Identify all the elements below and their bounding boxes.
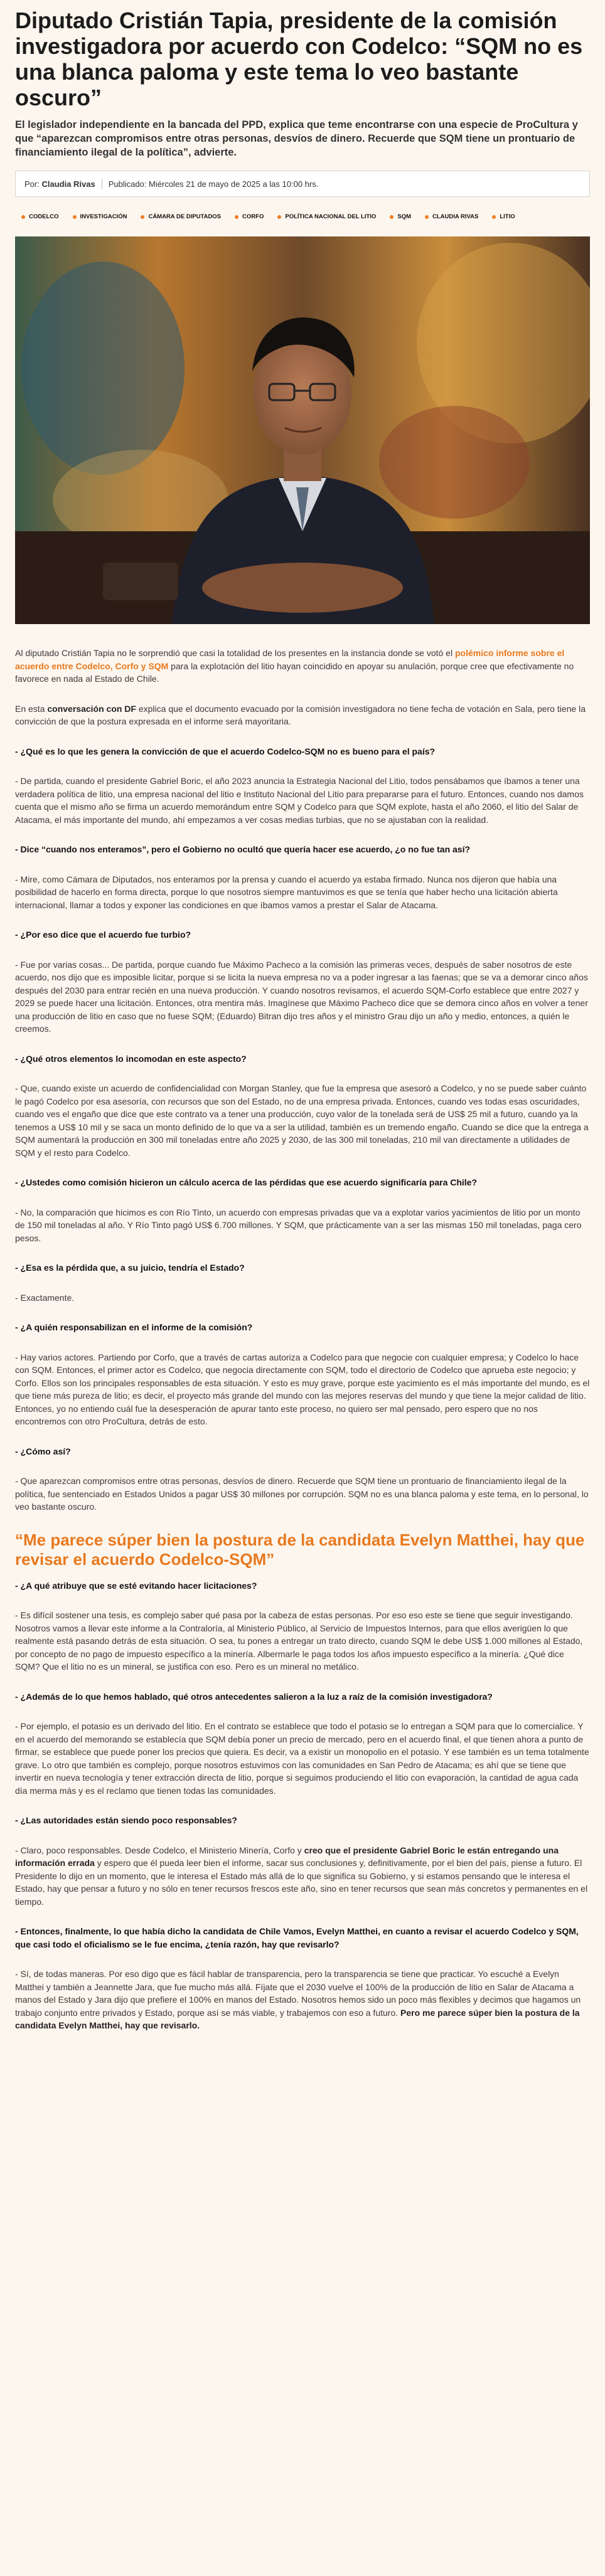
intro-text: Al diputado Cristián Tapia no le sorprendió que casi la totalidad de los presentes en la instancia donde se votó el	[15, 648, 455, 658]
publish-date: Publicado: Miércoles 21 de mayo de 2025 a las 10:00 hrs.	[108, 179, 319, 189]
question: - ¿A quién responsabilizan en el informe de la comisión?	[15, 1322, 253, 1332]
answer-text: - Claro, poco responsables. Desde Codelco, el Ministerio Minería, Corfo y	[15, 1845, 304, 1855]
answer: - Mire, como Cámara de Diputados, nos enteramos por la prensa y cuando el acuerdo ya estaba firmado. Nunca nos dijeron que había una posibilidad de hacerlo en forma directa, porque lo que nosotros siempre mantuvimos es que se tenía que haber hecho una licitación abierta internacional, llamar a todos y exponer las condiciones en que íbamos vamos a prestar el Salar de Atacama.	[15, 874, 558, 910]
question: - ¿Además de lo que hemos hablado, qué otros antecedentes salieron a la luz a raíz de la comisión investigadora?	[15, 1691, 493, 1702]
tag-label: INVESTIGACIÓN	[80, 213, 127, 220]
tag-litio[interactable]	[492, 213, 515, 220]
report-link[interactable]: polémico informe sobre el acuerdo entre Codelco, Corfo y SQM	[15, 648, 565, 671]
tag-camara-de-diputados[interactable]	[141, 213, 221, 220]
answer: - Es difícil sostener una tesis, es complejo saber qué pasa por la cabeza de estas personas. Por eso eso este se tiene que seguir investigando. Nosotros vamos a llevar este informe a la Contraloría, al Ministerio Público, al Servicio de Impuestos Internos, para que ellos averigüen lo que realmente está pasando detrás de esta situación. O sea, tu pones a entregar un trato directo, cuando SQM le debe US$ 1.000 millones al Estado, por concepto de no pago de impuesto específico a la minería. Albermarle le paga todos los años impuesto específico a la minería. ¿Qué dice SQM? Que el litio no es un mineral, se justifica con eso. Pero es un mineral no metálico.	[15, 1610, 583, 1672]
intro-text: explica que el documento evacuado por la comisión investigadora no tiene fecha de votación en Sala, pero tiene la convicción de que la postura expresada en el informe será mayoritaria.	[15, 703, 586, 726]
byline-author	[24, 179, 95, 189]
article-body	[15, 647, 590, 2032]
tag-label: CÁMARA DE DIPUTADOS	[148, 213, 222, 220]
answer: - Hay varios actores. Partiendo por Corfo, que a través de cartas autoriza a Codelco para que negocie con cualquier empresa; y Codelco lo hace con SQM. Entonces, el primer actor es Codelco, que negocia directamente con SQM, todo el directorio de Codelco que aprueba este negocio; y Corfo. Ellos son los principales responsables de esta situación. Y esto es muy grave, porque este yacimiento es el más importante del mundo, es el que tiene más pureza de litio; es decir, el proyecto más grande del mundo con las mejores reservas del mundo y que tiene la mejor calidad de litio. Entonces, yo no entiendo cuál fue la desesperación de apurar tanto este proceso, no quiero ser mal pensado, pero espero que no nos encontremos con otro ProCultura, detrás de esto.	[15, 1352, 590, 1426]
tag-investigacion[interactable]	[73, 213, 127, 220]
question: - ¿Qué es lo que les genera la convicción de que el acuerdo Codelco-SQM no es bueno para el país?	[15, 746, 436, 756]
tag-label: SQM	[397, 213, 411, 220]
question: - ¿Las autoridades están siendo poco responsables?	[15, 1815, 237, 1825]
tag-label: CODELCO	[29, 213, 59, 220]
answer: - Exactamente.	[15, 1292, 75, 1303]
question: - ¿Ustedes como comisión hicieron un cálculo acerca de las pérdidas que ese acuerdo significaría para Chile?	[15, 1177, 478, 1187]
tag-bullet-icon	[21, 215, 25, 219]
question: - ¿Cómo así?	[15, 1446, 71, 1456]
answer	[15, 1844, 590, 1909]
tag-bullet-icon	[235, 215, 238, 219]
byline-author-prefix: Por:	[24, 179, 40, 189]
intro-text: para la explotación del litio hayan coincidido en apoyar su anulación, porque cree que efectivamente no favorece en nada al Estado de Chile.	[15, 660, 574, 684]
byline-box	[15, 171, 590, 197]
article-lead: El legislador independiente en la bancada del PPD, explica que teme encontrarse con una especie de ProCultura y que “aparezcan compromisos entre otras personas, desvíos de dinero. Recuerde que SQM tiene un prontuario de financiamiento ilegal de la política”, advierte.	[15, 119, 578, 158]
question: - Dice “cuando nos enteramos”, pero el Gobierno no ocultó que quería hacer ese acuerdo, ¿o no fue tan así?	[15, 844, 471, 854]
intro-paragraph-2	[15, 702, 590, 728]
portrait-illustration	[15, 236, 590, 624]
answer: - Fue por varias cosas... De partida, porque cuando fue Máximo Pacheco a la comisión las primeras veces, después de saber nosotros de este acuerdo, nos dijo que es imposible licitar, porque si se licita la nueva empresa no va a poder ingresar a las faenas; que se va a demorar cinco años después del 2030 para entrar recién en una nueva producción. Y cuando nosotros revisamos, el acuerdo SQM-Corfo establece que entre 2027 y 2029 se puede hacer una licitación. Entonces, otra mentira más. Imagínese que Máximo Pacheco dice que se demora cinco años en volver a tener una producción de litio en caso que no fuese SQM; (Eduardo) Bitran dijo tres años y el ministro Grau dijo un año y medio, entonces, a quién le creemos.	[15, 959, 588, 1034]
answer: - Por ejemplo, el potasio es un derivado del litio. En el contrato se establece que todo el potasio se lo entregan a SQM para que lo comercialice. Y en el acuerdo del memorando se establecía que SQM debía poner un precio de mercado, pero en el acuerdo final, el que tienen ahora a punto de firmar, se establece que puede poner los precios que quiera. Es decir, va a existir un monopolio en el potasio. Y ese también es un tema totalmente grave. Lo otro que también es complejo, porque nosotros estuvimos con las comunidades en San Pedro de Atacama; es ahí que se tiene que invertir en nueva tecnología y tener extracción directa de litio, porque si seguimos produciendo el litio con evaporación, la cantidad de agua cada día merma más y es el reclamo que tienen todas las comunidades.	[15, 1721, 589, 1796]
article-title: Diputado Cristián Tapia, presidente de la comisión investigadora por acuerdo con Codelco: “SQM no es una blanca paloma y este tema lo veo bastante oscuro”	[15, 8, 583, 110]
answer: - De partida, cuando el presidente Gabriel Boric, el año 2023 anuncia la Estrategia Nacional del Litio, todos pensábamos que íbamos a tener una verdadera política de litio, una empresa nacional del litio e Instituto Nacional del Litio para prepararse para el futuro. Entonces, cuando nos damos cuenta que el mismo año se firma un acuerdo memorándum entre SQM y Codelco para que SQM explote, hasta el año 2060, el litio del Salar de Atacama, el más importante del mundo, ahí empezamos a ver cosas medias turbias, que no se ajustaban con la realidad.	[15, 776, 584, 825]
tag-label: CORFO	[242, 213, 264, 220]
tag-bullet-icon	[425, 215, 429, 219]
question: - ¿Por eso dice que el acuerdo fue turbio?	[15, 930, 191, 940]
question: - Entonces, finalmente, lo que había dicho la candidata de Chile Vamos, Evelyn Matthei, en cuanto a revisar el acuerdo Codelco y SQM, que casi todo el oficialismo se le fue encima, ¿tenía razón, hay que revisarlo?	[15, 1926, 579, 1949]
answer-text: - Sí, de todas maneras. Por eso digo que es fácil hablar de transparencia, pero la transparencia se tiene que practicar. Yo escuché a Evelyn Matthei y también a Jeannette Jara, que fue mucho más allá. Fíjate que el 2030 vuelve el 100% de la producción de litio en Salar de Atacama a manos del Estado y Jara dijo que prefiere el 100% en manos del Estado. Nosotros hemos sido un poco más flexibles y decimos que hagamos un trabajo conjunto entre privados y Estado, porque así se más viable, y trabajemos con eso a futuro.	[15, 1969, 581, 2018]
intro-bold: conversación con DF	[47, 703, 136, 714]
question: - ¿A qué atribuye que se esté evitando hacer licitaciones?	[15, 1580, 257, 1591]
tag-corfo[interactable]	[235, 213, 264, 220]
tag-bullet-icon	[141, 215, 144, 219]
tag-bullet-icon	[277, 215, 281, 219]
article-photo	[15, 236, 590, 624]
answer-bold: Pero me parece súper bien la postura de la candidata Evelyn Matthei, hay que revisarlo.	[15, 2007, 580, 2030]
intro-paragraph	[15, 647, 590, 686]
intro-text: En esta	[15, 703, 48, 714]
tag-list	[15, 197, 590, 236]
author-link[interactable]: Claudia Rivas	[41, 179, 95, 189]
tag-bullet-icon	[73, 215, 77, 219]
tag-sqm[interactable]	[390, 213, 411, 220]
answer-text: y espero que él pueda leer bien el informe, sacar sus conclusiones y, definitivamente, por el bien del país, piense a futuro. El Presidente lo dijo en un momento, que le interesa el Estado más allá de lo que significa su Gobierno, y si estamos pensando que le interesa el Estado, hay que pensar a futuro y no sólo en tener recursos frescos este año, sino en tener recursos que sean más concretos y permanentes en el tiempo.	[15, 1858, 588, 1907]
tag-claudia-rivas[interactable]	[425, 213, 478, 220]
answer: - Que, cuando existe un acuerdo de confidencialidad con Morgan Stanley, que fue la empresa que asesoró a Codelco, y no se puede saber cuánto le pagó Codelco por esa asesoría, con recursos que son del Estado, no de una empresa privada. Entonces, cuando ves todas esas oscuridades, cuando ves el engaño que dice que este contrato va a tener una producción, cuyo valor de la tonelada será de US$ 25 mil a futuro, cuando ya la tenemos a US$ 10 mil y se saca un monto definido de lo que va a ser la utilidad, también es un tremendo engaño. Cuando se dice que la entrega a SQM aumentará la producción en 300 mil toneladas entre año 2025 y 2030, de las 300 mil toneladas, 210 mil van directamente a utilidades de SQM y el resto para Codelco.	[15, 1083, 589, 1158]
answer	[15, 1968, 590, 2032]
tag-label: POLÍTICA NACIONAL DEL LITIO	[285, 213, 377, 220]
tag-bullet-icon	[492, 215, 496, 219]
section-heading: “Me parece súper bien la postura de la candidata Evelyn Matthei, hay que revisar el acuerdo Codelco-SQM”	[15, 1530, 585, 1569]
tag-bullet-icon	[390, 215, 394, 219]
answer: - No, la comparación que hicimos es con Río Tinto, un acuerdo con empresas privadas que va a explotar varios yacimientos de litio por un monto de 150 mil toneladas al año. Y Río Tinto pagó US$ 6.700 millones. Y SQM, que prácticamente van a ser las mismas 150 mil toneladas, paga cero pesos.	[15, 1207, 582, 1243]
tag-label: CLAUDIA RIVAS	[432, 213, 479, 220]
question: - ¿Esa es la pérdida que, a su juicio, tendría el Estado?	[15, 1263, 245, 1273]
question: - ¿Qué otros elementos lo incomodan en este aspecto?	[15, 1053, 247, 1064]
answer: - Que aparezcan compromisos entre otras personas, desvíos de dinero. Recuerde que SQM tiene un prontuario de financiamiento ilegal de la política, fue sentenciado en Estados Unidos a pagar US$ 30 millones por corrupción. SQM no es una blanca paloma y este tema, en lo personal, lo veo bastante oscuro.	[15, 1476, 589, 1512]
answer-bold: creo que el presidente Gabriel Boric le están entregando una información errada	[15, 1845, 559, 1868]
tag-label: LITIO	[500, 213, 515, 220]
tag-codelco[interactable]	[21, 213, 59, 220]
tag-politica-nacional-del-litio[interactable]	[277, 213, 376, 220]
